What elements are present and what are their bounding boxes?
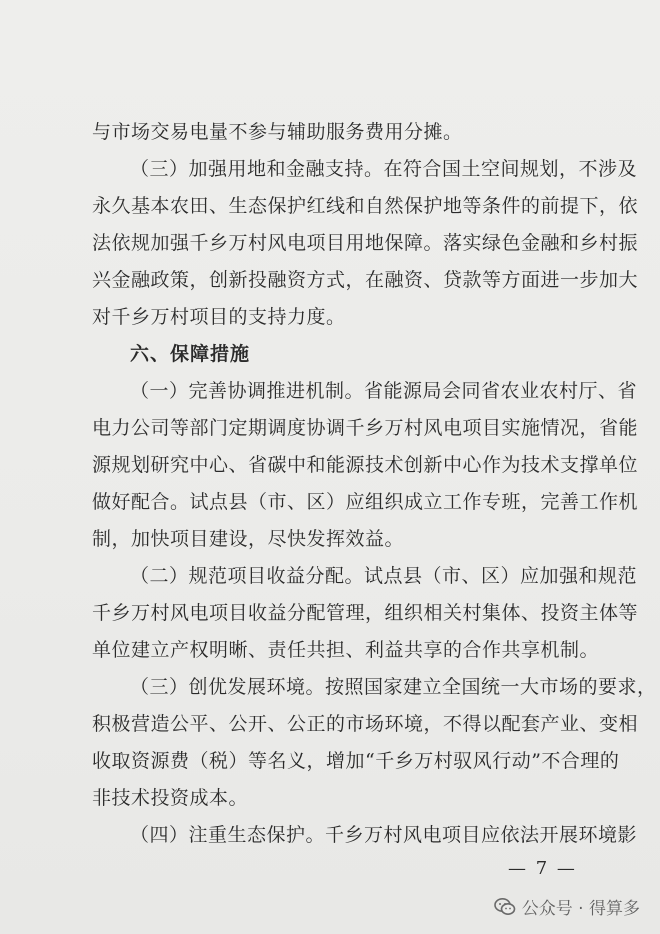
watermark	[494, 894, 640, 919]
text-line: 法依规加强千乡万村风电项目用地保障。落实绿色金融和乡村振	[92, 232, 639, 254]
text-line: （四）注重生态保护。千乡万村风电项目应依法开展环境影	[130, 824, 638, 846]
text-line: 千乡万村风电项目收益分配管理，组织相关村集体、投资主体等	[92, 602, 639, 624]
text-line: 制，加快项目建设，尽快发挥效益。	[92, 528, 405, 550]
text-line: 单位建立产权明晰、责任共担、利益共享的合作共享机制。	[92, 639, 600, 661]
text-line: 积极营造公平、公开、公正的市场环境，不得以配套产业、变相	[92, 713, 639, 735]
text-line: 收取资源费（税）等名义，增加“千乡万村驭风行动”不合理的	[92, 750, 620, 772]
text-line: 电力公司等部门定期调度协调千乡万村风电项目实施情况，省能	[92, 417, 639, 439]
text-line: （三）创优发展环境。按照国家建立全国统一大市场的要求，	[130, 676, 657, 698]
text-line: 对千乡万村项目的支持力度。	[92, 306, 346, 328]
text-line: （三）加强用地和金融支持。在符合国土空间规划，不涉及	[130, 158, 638, 180]
text-line: 与市场交易电量不参与辅助服务费用分摊。	[92, 121, 463, 143]
text-line: 永久基本农田、生态保护红线和自然保护地等条件的前提下，依	[92, 195, 639, 217]
text-line: 非技术投资成本。	[92, 787, 249, 809]
text-line: （一）完善协调推进机制。省能源局会同省农业农村厅、省	[130, 380, 638, 402]
text-line: 源规划研究中心、省碳中和能源技术创新中心作为技术支撑单位	[92, 454, 639, 476]
text-line: 做好配合。试点县（市、区）应组织成立工作专班，完善工作机	[92, 491, 639, 513]
text-line: 兴金融政策，创新投融资方式，在融资、贷款等方面进一步加大	[92, 269, 639, 291]
wechat-icon	[494, 897, 516, 917]
page-number: — 7 —	[508, 858, 577, 879]
watermark-text: 公众号 · 得算多	[521, 899, 640, 919]
text-line: （二）规范项目收益分配。试点县（市、区）应加强和规范	[130, 565, 638, 587]
section-heading: 六、保障措施	[130, 343, 251, 365]
